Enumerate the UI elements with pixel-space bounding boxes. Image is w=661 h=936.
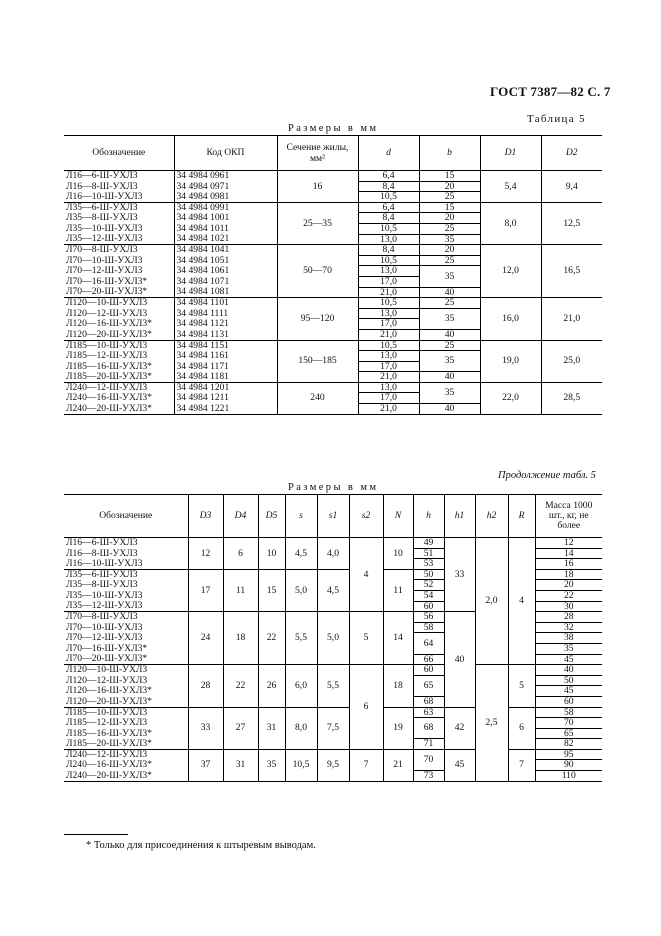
table-row <box>64 382 602 393</box>
designation-cell: Л35—8-Ш-УХЛ3 <box>66 212 138 224</box>
designation-cell: Л120—16-Ш-УХЛ3* <box>66 318 152 330</box>
designation-cell: Л16—8-Ш-УХЛ3 <box>66 548 138 559</box>
mass-cell: 50 <box>535 675 602 686</box>
d-cell: 21,0 <box>358 372 419 383</box>
h1-cell: 42 <box>444 707 475 749</box>
h-cell: 50 <box>413 569 444 580</box>
section-cell: 16 <box>277 171 358 203</box>
designation-cell: Л240—12-Ш-УХЛ3 <box>66 382 148 393</box>
d1-cell: 12,0 <box>480 245 541 298</box>
d5-cell: 31 <box>258 707 285 749</box>
n-cell: 10 <box>383 538 413 570</box>
d2-cell: 25,0 <box>541 340 602 382</box>
col-header: h <box>413 495 444 538</box>
b-cell: 40 <box>419 404 480 415</box>
col-header: s2 <box>349 495 383 538</box>
table-row <box>64 245 602 256</box>
section-cell: 240 <box>277 382 358 414</box>
n-cell: 11 <box>383 569 413 611</box>
designation-cell: Л120—20-Ш-УХЛ3* <box>64 329 174 340</box>
b-cell: 40 <box>419 372 480 383</box>
b-cell: 35 <box>419 308 480 329</box>
b-cell: 40 <box>419 329 480 340</box>
s-cell: 8,0 <box>285 707 317 749</box>
col-header: D1 <box>480 136 541 171</box>
designation-cell: Л185—16-Ш-УХЛ3* <box>66 728 152 739</box>
n-cell: 19 <box>383 707 413 749</box>
designation-cell: Л70—20-Ш-УХЛ3* <box>64 287 174 298</box>
d1-cell: 8,0 <box>480 202 541 244</box>
okp-code-cell: 34 4984 1071 <box>174 276 277 287</box>
dimensions-table-continued <box>64 494 602 782</box>
d3-cell: 24 <box>188 612 223 665</box>
b-cell: 35 <box>419 382 480 403</box>
h-cell: 60 <box>413 665 444 676</box>
designation-cell: Л70—16-Ш-УХЛ3* <box>66 643 148 654</box>
designation-cell: Л240—16-Ш-УХЛ3* <box>66 759 152 771</box>
h-cell: 63 <box>413 707 444 718</box>
designation-cell: Л35—10-Ш-УХЛ3 <box>66 590 143 601</box>
d4-cell: 6 <box>223 538 258 570</box>
col-header: Сечение жилы, мм² <box>277 136 358 171</box>
designation-cell: Л35—6-Ш-УХЛ3 <box>66 202 138 213</box>
h-cell: 56 <box>413 612 444 623</box>
okp-code-cell: 34 4984 1001 <box>174 213 277 224</box>
dimensions-table <box>64 135 602 415</box>
okp-code-cell: 34 4984 0991 <box>174 202 277 213</box>
mass-cell: 82 <box>535 739 602 750</box>
s-cell: 6,0 <box>285 665 317 707</box>
section-cell: 95—120 <box>277 298 358 340</box>
okp-code-cell: 34 4984 1171 <box>174 361 277 372</box>
okp-code-cell: 34 4984 1021 <box>174 234 277 245</box>
d-cell: 13,0 <box>358 266 419 277</box>
table-row <box>64 202 602 213</box>
b-cell: 20 <box>419 245 480 256</box>
h-cell: 49 <box>413 538 444 549</box>
d-cell: 10,5 <box>358 298 419 309</box>
b-cell: 25 <box>419 255 480 266</box>
col-header: D4 <box>223 495 258 538</box>
col-header: h2 <box>475 495 508 538</box>
mass-cell: 70 <box>535 718 602 729</box>
footnote-rule <box>64 834 128 835</box>
h-cell: 60 <box>413 601 444 612</box>
d1-cell: 16,0 <box>480 298 541 340</box>
d-cell: 21,0 <box>358 329 419 340</box>
table-label: Таблица 5 <box>527 113 586 125</box>
designation-cell: Л16—8-Ш-УХЛ3 <box>66 181 138 192</box>
col-header: N <box>383 495 413 538</box>
d-cell: 6,4 <box>358 171 419 182</box>
col-header: R <box>508 495 535 538</box>
designation-cell: Л240—12-Ш-УХЛ3 <box>66 749 148 760</box>
okp-code-cell: 34 4984 1221 <box>174 404 277 415</box>
d-cell: 21,0 <box>358 287 419 298</box>
d-cell: 10,5 <box>358 340 419 351</box>
b-cell: 35 <box>419 234 480 245</box>
s2-cell: 6 <box>349 665 383 750</box>
b-cell: 25 <box>419 298 480 309</box>
d-cell: 8,4 <box>358 181 419 192</box>
mass-cell: 28 <box>535 612 602 623</box>
h-cell: 52 <box>413 580 444 591</box>
s-cell: 4,5 <box>285 538 317 570</box>
d-cell: 13,0 <box>358 234 419 245</box>
designation-cell: Л185—12-Ш-УХЛ3 <box>66 350 148 362</box>
h-cell: 51 <box>413 548 444 559</box>
d4-cell: 27 <box>223 707 258 749</box>
d4-cell: 18 <box>223 612 258 665</box>
okp-code-cell: 34 4984 1151 <box>174 340 277 351</box>
section-cell: 50—70 <box>277 245 358 298</box>
d2-cell: 12,5 <box>541 202 602 244</box>
mass-cell: 16 <box>535 559 602 570</box>
d3-cell: 33 <box>188 707 223 749</box>
n-cell: 21 <box>383 749 413 781</box>
mass-cell: 40 <box>535 665 602 676</box>
n-cell: 18 <box>383 665 413 707</box>
mass-cell: 45 <box>535 686 602 697</box>
col-header: D3 <box>188 495 223 538</box>
h-cell: 65 <box>413 675 444 696</box>
b-cell: 35 <box>419 266 480 287</box>
d2-cell: 9,4 <box>541 171 602 203</box>
h2-cell: 2,5 <box>475 665 508 782</box>
okp-code-cell: 34 4984 1211 <box>174 393 277 404</box>
r-cell: 4 <box>508 538 535 665</box>
b-cell: 25 <box>419 192 480 203</box>
designation-cell: Л185—20-Ш-УХЛ3* <box>64 739 188 750</box>
mass-cell: 38 <box>535 633 602 644</box>
h-cell: 54 <box>413 590 444 601</box>
okp-code-cell: 34 4984 1051 <box>174 255 277 266</box>
mass-cell: 90 <box>535 760 602 771</box>
s1-cell: 4,5 <box>317 569 349 611</box>
mass-cell: 20 <box>535 580 602 591</box>
d-cell: 17,0 <box>358 319 419 330</box>
okp-code-cell: 34 4984 1181 <box>174 372 277 383</box>
d5-cell: 15 <box>258 569 285 611</box>
mass-cell: 22 <box>535 590 602 601</box>
mass-cell: 32 <box>535 622 602 633</box>
okp-code-cell: 34 4984 1061 <box>174 266 277 277</box>
col-header: Обозначение <box>64 136 174 171</box>
designation-cell: Л70—20-Ш-УХЛ3* <box>64 654 188 665</box>
col-header: Масса 1000 шт., кг, не более <box>535 495 602 538</box>
b-cell: 20 <box>419 213 480 224</box>
designation-cell: Л185—20-Ш-УХЛ3* <box>64 372 174 383</box>
col-header: Код ОКП <box>174 136 277 171</box>
b-cell: 35 <box>419 351 480 372</box>
d-cell: 17,0 <box>358 276 419 287</box>
table-caption-2: Размеры в мм <box>288 482 379 493</box>
d5-cell: 22 <box>258 612 285 665</box>
d-cell: 10,5 <box>358 255 419 266</box>
table-row <box>64 171 602 182</box>
table-row <box>64 340 602 351</box>
d3-cell: 28 <box>188 665 223 707</box>
okp-code-cell: 34 4984 1131 <box>174 329 277 340</box>
section-cell: 25—35 <box>277 202 358 244</box>
d-cell: 10,5 <box>358 192 419 203</box>
d-cell: 13,0 <box>358 308 419 319</box>
h-cell: 68 <box>413 718 444 739</box>
b-cell: 25 <box>419 223 480 234</box>
d1-cell: 5,4 <box>480 171 541 203</box>
designation-cell: Л70—12-Ш-УХЛ3 <box>66 265 143 277</box>
b-cell: 15 <box>419 202 480 213</box>
mass-cell: 30 <box>535 601 602 612</box>
mass-cell: 110 <box>535 771 602 782</box>
d-cell: 8,4 <box>358 245 419 256</box>
designation-cell: Л35—12-Ш-УХЛ3 <box>64 234 174 245</box>
col-header: d <box>358 136 419 171</box>
mass-cell: 60 <box>535 696 602 707</box>
s1-cell: 4,0 <box>317 538 349 570</box>
col-header: b <box>419 136 480 171</box>
designation-cell: Л185—10-Ш-УХЛ3 <box>66 340 148 351</box>
s2-cell: 7 <box>349 749 383 781</box>
okp-code-cell: 34 4984 1101 <box>174 298 277 309</box>
r-cell: 5 <box>508 665 535 707</box>
designation-cell: Л120—12-Ш-УХЛ3 <box>66 308 148 319</box>
table-row <box>64 665 602 676</box>
d-cell: 13,0 <box>358 351 419 362</box>
d5-cell: 26 <box>258 665 285 707</box>
designation-cell: Л240—20-Ш-УХЛ3* <box>64 771 188 782</box>
designation-cell: Л120—10-Ш-УХЛ3 <box>66 664 148 676</box>
d4-cell: 11 <box>223 569 258 611</box>
designation-cell: Л35—8-Ш-УХЛ3 <box>66 579 138 591</box>
designation-cell: Л16—6-Ш-УХЛ3 <box>66 537 138 549</box>
h-cell: 66 <box>413 654 444 665</box>
footnote: * Только для присоединения к штыревым выводам. <box>86 840 316 851</box>
okp-code-cell: 34 4984 1201 <box>174 382 277 393</box>
continuation-label: Продолжение табл. 5 <box>498 470 596 481</box>
d-cell: 8,4 <box>358 213 419 224</box>
d1-cell: 19,0 <box>480 340 541 382</box>
table-row <box>64 749 602 760</box>
mass-cell: 18 <box>535 569 602 580</box>
okp-code-cell: 34 4984 0981 <box>174 192 277 203</box>
designation-cell: Л70—10-Ш-УХЛ3 <box>66 622 143 633</box>
d4-cell: 31 <box>223 749 258 781</box>
page-header: ГОСТ 7387—82 С. 7 <box>490 84 611 99</box>
d4-cell: 22 <box>223 665 258 707</box>
d-cell: 10,5 <box>358 223 419 234</box>
d2-cell: 21,0 <box>541 298 602 340</box>
h-cell: 58 <box>413 622 444 633</box>
okp-code-cell: 34 4984 1161 <box>174 351 277 362</box>
designation-cell: Л185—16-Ш-УХЛ3* <box>66 361 152 372</box>
col-header: D5 <box>258 495 285 538</box>
designation-cell: Л16—10-Ш-УХЛ3 <box>64 559 188 570</box>
designation-cell: Л70—16-Ш-УХЛ3* <box>66 276 148 287</box>
h-cell: 70 <box>413 749 444 770</box>
okp-code-cell: 34 4984 1041 <box>174 245 277 256</box>
designation-cell: Л120—10-Ш-УХЛ3 <box>66 297 148 309</box>
d2-cell: 16,5 <box>541 245 602 298</box>
okp-code-cell: 34 4984 1121 <box>174 319 277 330</box>
s-cell: 5,5 <box>285 612 317 665</box>
designation-cell: Л240—20-Ш-УХЛ3* <box>64 404 174 415</box>
col-header: h1 <box>444 495 475 538</box>
designation-cell: Л70—10-Ш-УХЛ3 <box>66 255 143 266</box>
mass-cell: 35 <box>535 643 602 654</box>
designation-cell: Л16—6-Ш-УХЛ3 <box>66 170 138 182</box>
s1-cell: 5,0 <box>317 612 349 665</box>
col-header: D2 <box>541 136 602 171</box>
designation-cell: Л120—12-Ш-УХЛ3 <box>66 675 148 686</box>
table-row <box>64 707 602 718</box>
d5-cell: 35 <box>258 749 285 781</box>
d-cell: 17,0 <box>358 361 419 372</box>
col-header: Обозначение <box>64 495 188 538</box>
h-cell: 53 <box>413 559 444 570</box>
d3-cell: 12 <box>188 538 223 570</box>
okp-code-cell: 34 4984 1081 <box>174 287 277 298</box>
h-cell: 73 <box>413 771 444 782</box>
h1-cell: 45 <box>444 749 475 781</box>
r-cell: 6 <box>508 707 535 749</box>
n-cell: 14 <box>383 612 413 665</box>
d-cell: 6,4 <box>358 202 419 213</box>
d-cell: 13,0 <box>358 382 419 393</box>
s-cell: 5,0 <box>285 569 317 611</box>
designation-cell: Л185—10-Ш-УХЛ3 <box>66 707 148 718</box>
okp-code-cell: 34 4984 0961 <box>174 171 277 182</box>
h-cell: 71 <box>413 739 444 750</box>
okp-code-cell: 34 4984 1111 <box>174 308 277 319</box>
table-caption: Размеры в мм <box>288 123 379 134</box>
d1-cell: 22,0 <box>480 382 541 414</box>
designation-cell: Л16—10-Ш-УХЛ3 <box>64 192 174 203</box>
mass-cell: 65 <box>535 728 602 739</box>
b-cell: 15 <box>419 171 480 182</box>
h2-cell: 2,0 <box>475 538 508 665</box>
b-cell: 40 <box>419 287 480 298</box>
s2-cell: 4 <box>349 538 383 612</box>
designation-cell: Л70—8-Ш-УХЛ3 <box>66 611 138 623</box>
d2-cell: 28,5 <box>541 382 602 414</box>
mass-cell: 95 <box>535 749 602 760</box>
mass-cell: 12 <box>535 538 602 549</box>
h1-cell: 33 <box>444 538 475 612</box>
h1-cell: 40 <box>444 612 475 707</box>
mass-cell: 14 <box>535 548 602 559</box>
s-cell: 10,5 <box>285 749 317 781</box>
mass-cell: 58 <box>535 707 602 718</box>
designation-cell: Л35—10-Ш-УХЛ3 <box>66 223 143 234</box>
designation-cell: Л240—16-Ш-УХЛ3* <box>66 392 152 404</box>
designation-cell: Л70—12-Ш-УХЛ3 <box>66 632 143 644</box>
mass-cell: 45 <box>535 654 602 665</box>
d-cell: 21,0 <box>358 404 419 415</box>
designation-cell: Л120—20-Ш-УХЛ3* <box>64 696 188 707</box>
col-header: s1 <box>317 495 349 538</box>
d3-cell: 17 <box>188 569 223 611</box>
r-cell: 7 <box>508 749 535 781</box>
b-cell: 25 <box>419 340 480 351</box>
b-cell: 20 <box>419 181 480 192</box>
s1-cell: 5,5 <box>317 665 349 707</box>
designation-cell: Л35—12-Ш-УХЛ3 <box>64 601 188 612</box>
col-header: s <box>285 495 317 538</box>
okp-code-cell: 34 4984 1011 <box>174 223 277 234</box>
designation-cell: Л70—8-Ш-УХЛ3 <box>66 244 138 256</box>
d3-cell: 37 <box>188 749 223 781</box>
h-cell: 68 <box>413 696 444 707</box>
designation-cell: Л120—16-Ш-УХЛ3* <box>66 685 152 697</box>
designation-cell: Л35—6-Ш-УХЛ3 <box>66 569 138 580</box>
designation-cell: Л185—12-Ш-УХЛ3 <box>66 717 148 729</box>
section-cell: 150—185 <box>277 340 358 382</box>
okp-code-cell: 34 4984 0971 <box>174 181 277 192</box>
s1-cell: 9,5 <box>317 749 349 781</box>
d5-cell: 10 <box>258 538 285 570</box>
table-row <box>64 538 602 549</box>
table-row <box>64 298 602 309</box>
s2-cell: 5 <box>349 612 383 665</box>
h-cell: 64 <box>413 633 444 654</box>
s1-cell: 7,5 <box>317 707 349 749</box>
d-cell: 17,0 <box>358 393 419 404</box>
